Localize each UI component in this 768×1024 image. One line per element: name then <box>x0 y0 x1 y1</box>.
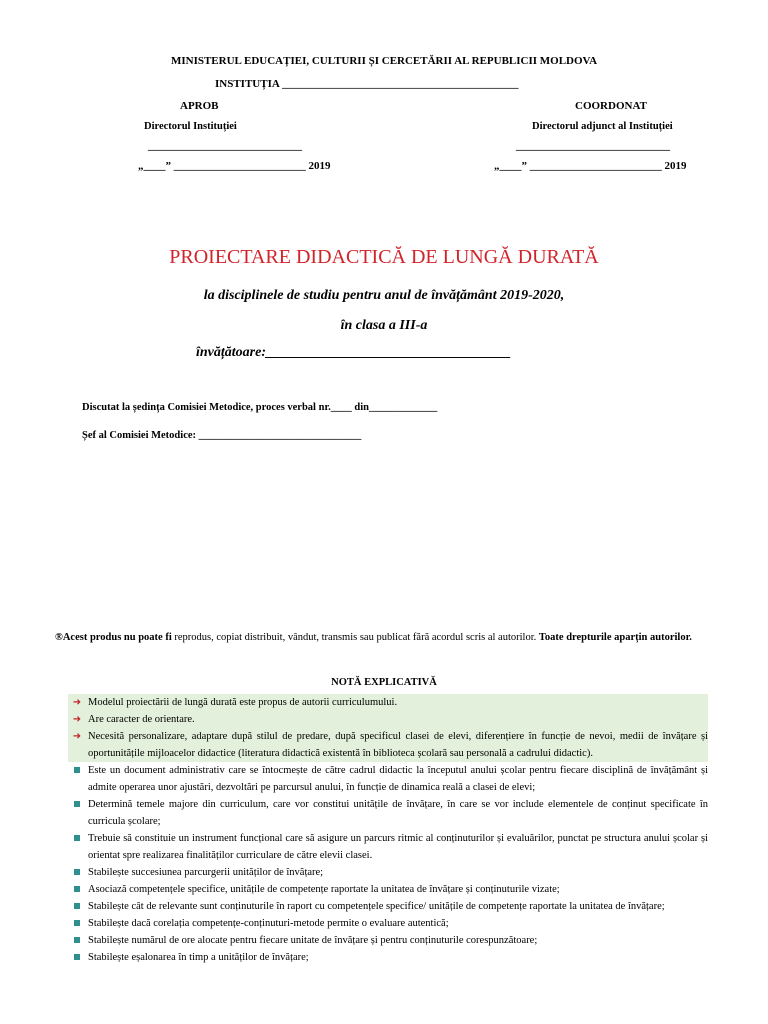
copyright-bold-end: Toate drepturile aparțin autorilor. <box>538 632 692 643</box>
list-item <box>68 728 708 762</box>
institution-line: INSTITUȚIA ___________________________________________ <box>215 78 519 90</box>
note-text: Modelul proiectării de lungă durată este propus de autorii curriculumului. <box>88 697 398 708</box>
copyright-notice <box>55 627 715 649</box>
note-text: Asociază competențele specifice, unitățile de competențe raportate la unitatea de învățare și conținuturile vizate; <box>88 884 560 895</box>
note-text: Trebuie să constituie un instrument funcțional care să asigure un parcurs ritmic al conținuturilor și evaluărilor, punctat pe structura anului școlar și orientat spre realizarea finalităților curriculare de către elevii clasei. <box>88 833 708 861</box>
note-text: Este un document administrativ care se întocmește de către cadrul didactic la începutul anului școlar pentru fiecare disciplină de învățământ și admite operarea unor ajustări, dezvoltări pe parcursul anului, în funcție de dinamica reală a clasei de elevi; <box>88 765 708 793</box>
square-bullet-icon <box>71 881 83 898</box>
list-item <box>68 864 708 881</box>
square-bullet-icon <box>71 796 83 813</box>
note-text: Stabilește dacă corelația competențe-conținuturi-metode permite o evaluare autentică; <box>88 918 449 929</box>
list-item <box>68 796 708 830</box>
arrow-bullet-icon: ➜ <box>72 714 82 725</box>
document-subtitle: la disciplinele de studiu pentru anul de învățământ 2019-2020, <box>203 288 565 303</box>
square-bullet-icon <box>71 915 83 932</box>
coordination-label: COORDONAT <box>575 100 647 112</box>
note-text: Stabilește succesiunea parcurgerii unităților de învățare; <box>88 867 324 878</box>
note-text: Are caracter de orientare. <box>88 714 195 725</box>
class-subtitle: în clasa a III-a <box>340 318 428 333</box>
director-signature-line: ____________________________ <box>148 140 302 152</box>
approval-label: APROB <box>180 100 219 112</box>
director-date-line: „____” ________________________ 2019 <box>138 160 331 172</box>
note-text: Stabilește cât de relevante sunt conținuturile în raport cu competențele specifice/ unitățile de competențe raportate la unitatea de învățare; <box>88 901 665 912</box>
deputy-director-role: Directorul adjunct al Instituției <box>532 121 673 132</box>
note-text: Necesită personalizare, adaptare după stilul de predare, după specificul clasei de elevi, diferențiere în funcție de nevoi, medii de învățare și oportunitățile mijloacelor didactice (literatura didactică existentă în biblioteca școlară sau personală a cadrului didactic). <box>88 731 708 759</box>
square-bullet-icon <box>71 949 83 966</box>
note-text: Stabilește numărul de ore alocate pentru fiecare unitate de învățare și pentru conținuturile corespunzătoare; <box>88 935 538 946</box>
teacher-line: învățătoare:___________________________________ <box>196 345 511 360</box>
list-item <box>68 915 708 932</box>
copyright-text: reprodus, copiat distribuit, vândut, transmis sau publicat fără acordul scris al autorilor. <box>171 632 539 643</box>
list-item <box>68 762 708 796</box>
director-role: Directorul Instituției <box>144 121 237 132</box>
explanatory-note-list <box>68 694 708 966</box>
copyright-bold-start: ®Acest produs nu poate fi <box>55 632 172 643</box>
note-text: Determină temele majore din curriculum, care vor constitui unitățile de învățare, în care se vor include elementele de conținut specificate în curricula școlare; <box>88 799 708 827</box>
deputy-signature-line: ____________________________ <box>516 140 670 152</box>
list-item <box>68 949 708 966</box>
list-item <box>68 711 708 728</box>
explanatory-note-title: NOTĂ EXPLICATIVĂ <box>331 677 437 688</box>
arrow-bullet-icon: ➜ <box>72 697 82 708</box>
square-bullet-icon <box>71 864 83 881</box>
note-text: Stabilește eșalonarea în timp a unităților de învățare; <box>88 952 309 963</box>
square-bullet-icon <box>71 932 83 949</box>
document-title: PROIECTARE DIDACTICĂ DE LUNGĂ DURATĂ <box>169 246 599 268</box>
arrow-bullet-icon: ➜ <box>72 731 82 742</box>
list-item <box>68 898 708 915</box>
list-item <box>68 881 708 898</box>
deputy-date-line: „____” ________________________ 2019 <box>494 160 687 172</box>
square-bullet-icon <box>71 898 83 915</box>
commission-head-line: Șef al Comisiei Metodice: _______________________________ <box>82 430 362 441</box>
square-bullet-icon <box>71 762 83 779</box>
list-item <box>68 694 708 711</box>
square-bullet-icon <box>71 830 83 847</box>
list-item <box>68 932 708 949</box>
ministry-heading: MINISTERUL EDUCAȚIEI, CULTURII ȘI CERCETĂRII AL REPUBLICII MOLDOVA <box>170 55 598 67</box>
methodical-commission-line: Discutat la ședința Comisiei Metodice, proces verbal nr.____ din_____________ <box>82 402 438 413</box>
list-item <box>68 830 708 864</box>
